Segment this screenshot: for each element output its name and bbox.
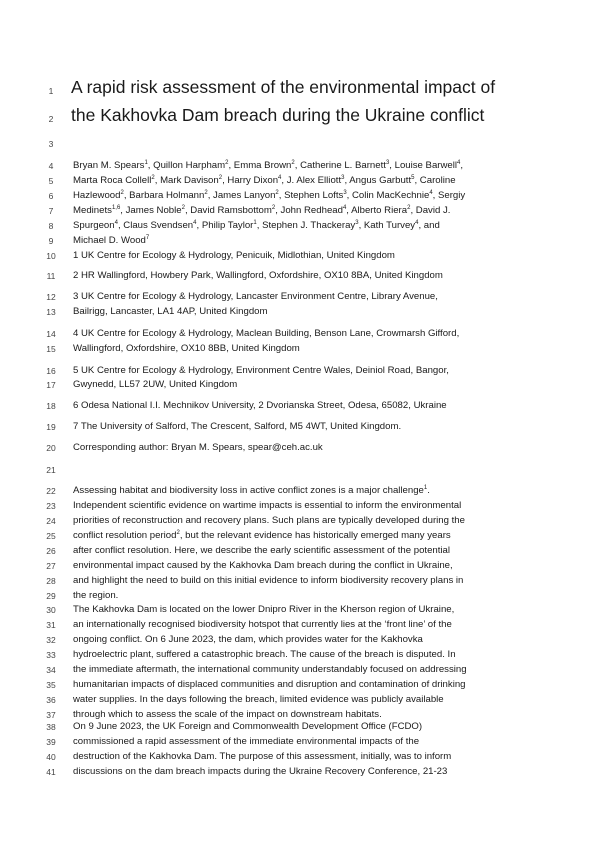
paragraph-line: an internationally recognised biodiversity hotspot that currently lies at the ‘front line’ of the <box>73 619 452 630</box>
text-run: Assessing habitat and biodiversity loss in active conflict zones is a major challenge <box>73 485 424 496</box>
line-number: 14 <box>46 329 56 339</box>
line-number: 12 <box>46 292 56 302</box>
line-number: 31 <box>46 620 56 630</box>
affiliation-marker: 1 <box>144 160 148 166</box>
affiliation: 3 UK Centre for Ecology & Hydrology, Lancaster Environment Centre, Library Avenue, <box>73 291 438 302</box>
paragraph-line: through which to assess the scale of the impact on downstream habitats. <box>73 709 382 720</box>
paragraph-line <box>73 515 465 526</box>
line-number: 23 <box>46 501 56 511</box>
line-number: 35 <box>46 680 56 690</box>
line-number: 5 <box>48 176 54 186</box>
citation-marker: 1 <box>423 485 428 491</box>
affiliation-marker: 5 <box>411 175 415 181</box>
author-name: Hazlewood <box>73 190 121 201</box>
line-number: 30 <box>46 605 56 615</box>
line-number: 41 <box>46 767 56 777</box>
line-number: 16 <box>46 366 56 376</box>
line-number: 10 <box>46 251 56 261</box>
author-name: , Harry Dixon <box>222 175 279 186</box>
affiliation-marker: 2 <box>291 160 295 166</box>
paragraph-line: hydroelectric plant, suffered a catastrophic breach. The cause of the breach is disputed. In <box>73 649 456 660</box>
affiliation: Bailrigg, Lancaster, LA1 4AP, United Kingdom <box>73 306 268 317</box>
author-name: Medinets <box>73 205 112 216</box>
line-number: 24 <box>46 516 56 526</box>
paragraph-line: water supplies. In the days following the breach, limited evidence was publicly available <box>73 694 444 705</box>
line-number: 8 <box>48 221 54 231</box>
corresponding-author: Corresponding author: Bryan M. Spears, spear@ceh.ac.uk <box>73 442 323 453</box>
line-number: 20 <box>46 443 56 453</box>
affiliation-marker: 2 <box>225 160 229 166</box>
affiliation-marker: 3 <box>341 175 345 181</box>
author-line <box>73 235 149 246</box>
line-number: 15 <box>46 344 56 354</box>
line-number: 39 <box>46 737 56 747</box>
line-number: 11 <box>46 271 56 281</box>
author-name: , Catherine L. Barnett <box>294 160 386 171</box>
affiliation-marker: 2 <box>218 175 223 181</box>
author-name: Marta Roca Collell <box>73 175 152 186</box>
author-name: , Quillon Harpham <box>147 160 226 171</box>
line-number: 22 <box>46 486 56 496</box>
author-name: , Barbara Holmann <box>123 190 205 201</box>
title-line: A rapid risk assessment of the environmental impact of <box>71 77 496 97</box>
line-number: 33 <box>46 650 56 660</box>
paragraph-line <box>73 590 118 601</box>
affiliation: Gwynedd, LL57 2UW, United Kingdom <box>73 379 238 390</box>
paragraph-line: destruction of the Kakhovka Dam. The purpose of this assessment, initially, was to inform <box>73 751 452 762</box>
affiliation-marker: 2 <box>275 190 279 196</box>
author-name: , Claus Svendsen <box>117 220 194 231</box>
paragraph-line <box>73 575 463 586</box>
line-number: 32 <box>46 635 56 645</box>
author-name: , David J. <box>410 205 451 216</box>
line-number: 36 <box>46 695 56 705</box>
affiliation-marker: 2 <box>120 190 124 196</box>
line-number: 18 <box>46 401 56 411</box>
affiliation-marker: 3 <box>355 220 359 226</box>
affiliation-marker: 4 <box>342 205 347 211</box>
author-name: , <box>460 160 464 171</box>
author-name: , Louise Barwell <box>389 160 458 171</box>
line-number: 17 <box>46 380 56 390</box>
line-number: 28 <box>46 576 56 586</box>
paragraph-line: On 9 June 2023, the UK Foreign and Commonwealth Development Office (FCDO) <box>73 721 423 732</box>
author-name: , Angus Garbutt <box>344 175 412 186</box>
author-name: , Emma Brown <box>228 160 292 171</box>
affiliation-marker: 4 <box>114 220 118 226</box>
paragraph-line: The Kakhovka Dam is located on the lower Dnipro River in the Kherson region of Ukraine, <box>73 604 455 615</box>
text-run: Independent scientific evidence on wartime impacts is essential to inform the environmental <box>73 500 462 511</box>
paragraph-line <box>73 485 430 496</box>
affiliation-marker: 4 <box>193 220 197 226</box>
paragraph-line <box>73 500 461 511</box>
author-name: Spurgeon <box>73 220 115 231</box>
line-number: 2 <box>48 114 54 124</box>
author-name: , James Noble <box>120 205 182 216</box>
author-name: , Caroline <box>414 175 456 186</box>
text-run: priorities of reconstruction and recovery plans. Such plans are typically developed during the <box>73 515 465 526</box>
affiliation: 1 UK Centre for Ecology & Hydrology, Penicuik, Midlothian, United Kingdom <box>73 250 395 261</box>
paragraph-line <box>73 530 451 541</box>
paragraph-line <box>73 560 453 571</box>
author-name: , David Ramsbottom <box>184 205 272 216</box>
author-name: , Sergiy <box>432 190 466 201</box>
affiliation-marker: 4 <box>278 175 282 181</box>
text-run: environmental impact caused by the Kakhovka Dam breach during the conflict in Ukraine, <box>73 560 453 571</box>
affiliation: 2 HR Wallingford, Howbery Park, Wallingford, Oxfordshire, OX10 8BA, United Kingdom <box>73 270 443 281</box>
line-number: 13 <box>46 307 56 317</box>
affiliation-marker: 2 <box>181 205 185 211</box>
author-name: Michael D. Wood <box>73 235 146 246</box>
author-name: , Alberto Riera <box>346 205 408 216</box>
author-line <box>73 205 450 216</box>
line-number: 4 <box>48 161 54 171</box>
line-number: 27 <box>46 561 56 571</box>
paragraph-line: humanitarian impacts of displaced communities and disruption and contamination of drinking <box>73 679 466 690</box>
affiliation-marker: 3 <box>343 190 347 196</box>
author-name: , Stephen J. Thackeray <box>256 220 356 231</box>
line-number: 40 <box>46 752 56 762</box>
line-number: 1 <box>48 86 54 96</box>
citation-marker: 2 <box>176 530 180 536</box>
text-run: and highlight the need to build on this initial evidence to inform biodiversity recovery plans in <box>73 575 464 586</box>
affiliation-marker: 2 <box>407 205 411 211</box>
line-number: 6 <box>48 191 54 201</box>
affiliation-marker: 2 <box>271 205 276 211</box>
author-name: , John Redhead <box>275 205 343 216</box>
author-name: , Mark Davison <box>154 175 219 186</box>
affiliation-marker: 1,6 <box>111 205 121 211</box>
line-number: 19 <box>46 422 56 432</box>
affiliation: 4 UK Centre for Ecology & Hydrology, Maclean Building, Benson Lane, Crowmarsh Gifford, <box>73 328 460 339</box>
affiliation-marker: 2 <box>204 190 208 196</box>
paragraph-line: the immediate aftermath, the international community understandably focused on addressing <box>73 664 467 675</box>
author-name: , Colin MacKechnie <box>346 190 430 201</box>
text-run: conflict resolution period <box>73 530 177 541</box>
line-number: 3 <box>48 139 54 149</box>
author-line <box>73 220 440 231</box>
title-line: the Kakhovka Dam breach during the Ukraine conflict <box>71 105 485 125</box>
line-number: 37 <box>46 710 56 720</box>
line-number: 38 <box>46 722 56 732</box>
author-name: , and <box>418 220 440 231</box>
text-run: the region. <box>73 590 119 601</box>
line-number: 26 <box>46 546 56 556</box>
affiliation-marker: 7 <box>145 235 150 241</box>
line-number: 29 <box>46 591 56 601</box>
affiliation: 7 The University of Salford, The Crescent, Salford, M5 4WT, United Kingdom. <box>73 421 402 432</box>
author-line <box>73 160 463 171</box>
author-name: , James Lanyon <box>207 190 276 201</box>
author-line <box>73 175 456 186</box>
line-number: 9 <box>48 236 54 246</box>
author-name: , Stephen Lofts <box>278 190 344 201</box>
author-name: , Philip Taylor <box>196 220 254 231</box>
author-name: , J. Alex Elliott <box>281 175 342 186</box>
author-name: , Kath Turvey <box>358 220 416 231</box>
affiliation-marker: 3 <box>385 160 390 166</box>
author-name: Bryan M. Spears <box>73 160 145 171</box>
line-number: 21 <box>46 465 56 475</box>
line-number: 25 <box>46 531 56 541</box>
affiliation-marker: 1 <box>253 220 257 226</box>
text-run: . <box>427 485 430 496</box>
line-number: 34 <box>46 665 56 675</box>
paragraph-line: ongoing conflict. On 6 June 2023, the dam, which provides water for the Kakhovka <box>73 634 423 645</box>
affiliation-marker: 2 <box>151 175 155 181</box>
affiliation: 5 UK Centre for Ecology & Hydrology, Environment Centre Wales, Deiniol Road, Bangor, <box>73 365 449 376</box>
affiliation: 6 Odesa National I.I. Mechnikov University, 2 Dvorianska Street, Odesa, 65082, Ukraine <box>73 400 447 411</box>
affiliation: Wallingford, Oxfordshire, OX10 8BB, United Kingdom <box>73 343 300 354</box>
line-number: 7 <box>48 206 54 216</box>
affiliation-marker: 4 <box>429 190 433 196</box>
text-run: after conflict resolution. Here, we describe the early scientific assessment of the potential <box>73 545 451 556</box>
paragraph-line <box>73 545 450 556</box>
paragraph-line: commissioned a rapid assessment of the immediate environmental impacts of the <box>73 736 420 747</box>
author-line <box>73 190 465 201</box>
paragraph-line: discussions on the dam breach impacts during the Ukraine Recovery Conference, 21-23 <box>73 766 448 777</box>
affiliation-marker: 4 <box>457 160 461 166</box>
text-run: , but the relevant evidence has historically emerged many years <box>179 530 451 541</box>
affiliation-marker: 4 <box>415 220 419 226</box>
